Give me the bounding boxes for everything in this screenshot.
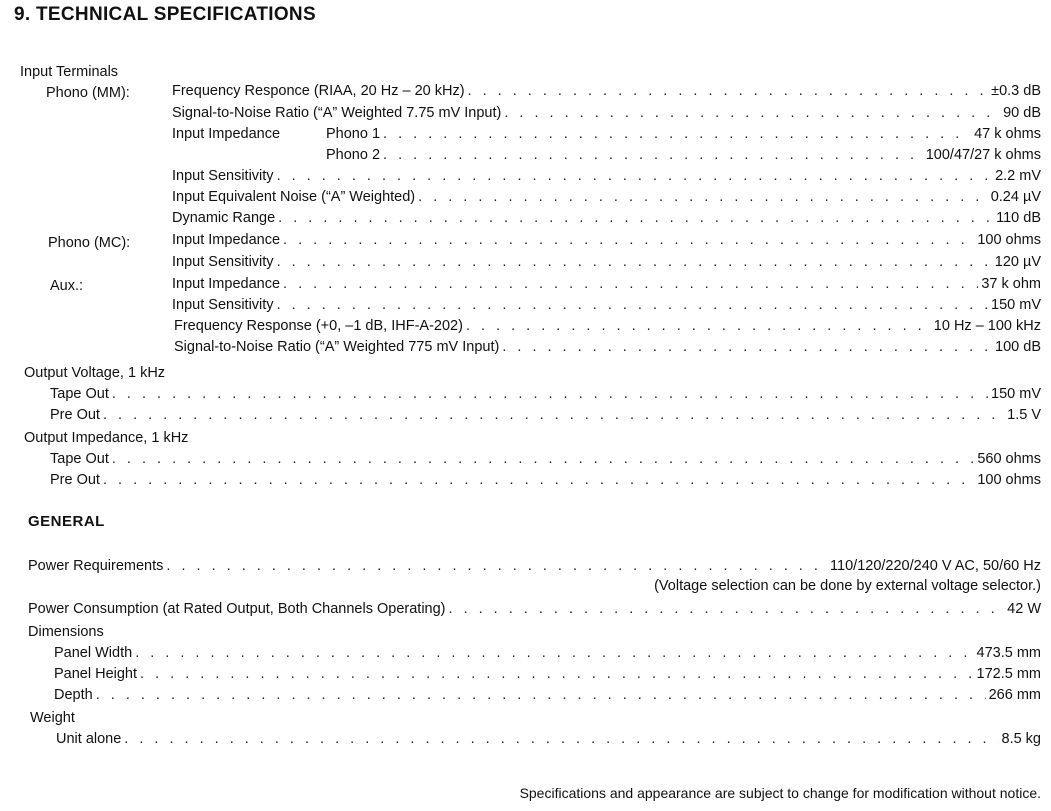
spec-value: 110 dB bbox=[996, 210, 1041, 226]
voltage-note: (Voltage selection can be done by external voltage selector.) bbox=[654, 578, 1041, 594]
dot-leader bbox=[283, 230, 974, 250]
spec-label: Input Impedance bbox=[172, 276, 281, 292]
general-heading: GENERAL bbox=[28, 513, 105, 530]
spec-value: 266 mm bbox=[988, 687, 1041, 703]
spec-row bbox=[172, 81, 1041, 101]
footnote: Specifications and appearance are subject to change for modification without notice. bbox=[519, 785, 1041, 801]
spec-label: Pre Out bbox=[50, 472, 100, 488]
spec-label: Input Sensitivity bbox=[172, 297, 274, 313]
spec-value: 90 dB bbox=[1003, 105, 1041, 121]
spec-label: Signal-to-Noise Ratio (“A” Weighted 7.75 mV Input) bbox=[172, 105, 502, 121]
spec-label: Frequency Responce (RIAA, 20 Hz – 20 kHz) bbox=[172, 83, 465, 99]
spec-label: Panel Width bbox=[54, 645, 133, 661]
spec-label: Power Requirements bbox=[28, 558, 164, 574]
spec-value: 47 k ohms bbox=[974, 126, 1041, 142]
spec-label: Unit alone bbox=[56, 731, 122, 747]
spec-label: Depth bbox=[54, 687, 93, 703]
dot-leader bbox=[449, 599, 1005, 619]
spec-row bbox=[56, 729, 1041, 749]
spec-row bbox=[326, 145, 1041, 165]
dimensions-heading: Dimensions bbox=[28, 624, 104, 640]
dot-leader bbox=[112, 384, 988, 404]
dot-leader bbox=[504, 103, 1000, 123]
spec-row bbox=[172, 187, 1041, 207]
spec-row bbox=[172, 252, 1041, 272]
spec-row bbox=[50, 449, 1041, 469]
dot-leader bbox=[466, 316, 931, 336]
spec-row bbox=[174, 337, 1041, 357]
spec-value: 100/47/27 k ohms bbox=[925, 147, 1041, 163]
spec-row bbox=[54, 643, 1041, 663]
spec-label: Pre Out bbox=[50, 407, 100, 423]
spec-value: 110/120/220/240 V AC, 50/60 Hz bbox=[830, 558, 1041, 574]
spec-row bbox=[172, 166, 1041, 186]
spec-label: Input Impedance bbox=[172, 232, 281, 248]
spec-row bbox=[172, 103, 1041, 123]
spec-value: 150 mV bbox=[991, 386, 1041, 402]
spec-value: 42 W bbox=[1007, 601, 1041, 617]
dot-leader bbox=[135, 643, 973, 663]
dot-leader bbox=[277, 166, 993, 186]
input-terminals-heading: Input Terminals bbox=[20, 64, 119, 80]
spec-label: Power Consumption (at Rated Output, Both Channels Operating) bbox=[28, 601, 446, 617]
spec-row bbox=[172, 208, 1041, 228]
output-voltage-heading: Output Voltage, 1 kHz bbox=[24, 365, 166, 381]
aux-label: Aux.: bbox=[50, 278, 84, 294]
spec-row bbox=[28, 599, 1041, 619]
dot-leader bbox=[166, 556, 827, 576]
spec-label: Signal-to-Noise Ratio (“A” Weighted 775 mV Input) bbox=[174, 339, 500, 355]
spec-row bbox=[172, 230, 1041, 250]
spec-row bbox=[172, 274, 1041, 294]
spec-row bbox=[54, 664, 1041, 684]
spec-sublabel: Phono 1 bbox=[326, 126, 381, 142]
dot-leader bbox=[502, 337, 992, 357]
dot-leader bbox=[383, 145, 923, 165]
spec-row bbox=[326, 124, 1041, 144]
spec-value: 0.24 µV bbox=[990, 189, 1041, 205]
dot-leader bbox=[124, 729, 998, 749]
spec-value: 100 dB bbox=[995, 339, 1041, 355]
spec-value: 473.5 mm bbox=[976, 645, 1041, 661]
spec-value: 2.2 mV bbox=[995, 168, 1041, 184]
spec-row bbox=[174, 316, 1041, 336]
spec-label-input-impedance: Input Impedance bbox=[172, 126, 281, 142]
phono-mc-label: Phono (MC): bbox=[48, 235, 131, 251]
spec-label: Tape Out bbox=[50, 451, 109, 467]
dot-leader bbox=[383, 124, 971, 144]
spec-value: 100 ohms bbox=[977, 232, 1041, 248]
spec-value: 120 µV bbox=[994, 254, 1041, 270]
dot-leader bbox=[277, 295, 988, 315]
spec-label: Frequency Response (+0, –1 dB, IHF-A-202) bbox=[174, 318, 463, 334]
dot-leader bbox=[96, 685, 986, 705]
spec-value: 150 mV bbox=[991, 297, 1041, 313]
dot-leader bbox=[103, 405, 1004, 425]
dot-leader bbox=[140, 664, 973, 684]
spec-value: ±0.3 dB bbox=[991, 83, 1041, 99]
spec-row bbox=[28, 556, 1041, 576]
spec-value: 8.5 kg bbox=[1001, 731, 1041, 747]
spec-sublabel: Phono 2 bbox=[326, 147, 381, 163]
dot-leader bbox=[418, 187, 988, 207]
spec-label: Dynamic Range bbox=[172, 210, 276, 226]
page-title: 9. TECHNICAL SPECIFICATIONS bbox=[14, 4, 316, 25]
dot-leader bbox=[112, 449, 974, 469]
dot-leader bbox=[468, 81, 989, 101]
dot-leader bbox=[277, 252, 992, 272]
spec-label: Panel Height bbox=[54, 666, 138, 682]
dot-leader bbox=[278, 208, 993, 228]
spec-value: 37 k ohm bbox=[981, 276, 1041, 292]
spec-label: Input Sensitivity bbox=[172, 254, 274, 270]
spec-value: 560 ohms bbox=[977, 451, 1041, 467]
spec-row bbox=[50, 405, 1041, 425]
spec-value: 100 ohms bbox=[977, 472, 1041, 488]
spec-value: 172.5 mm bbox=[976, 666, 1041, 682]
weight-heading: Weight bbox=[30, 710, 75, 726]
spec-label: Tape Out bbox=[50, 386, 109, 402]
dot-leader bbox=[283, 274, 978, 294]
phono-mm-label: Phono (MM): bbox=[46, 85, 130, 101]
spec-label: Input Sensitivity bbox=[172, 168, 274, 184]
output-impedance-heading: Output Impedance, 1 kHz bbox=[24, 430, 189, 446]
spec-value: 1.5 V bbox=[1007, 407, 1041, 423]
spec-value: 10 Hz – 100 kHz bbox=[933, 318, 1041, 334]
dot-leader bbox=[103, 470, 974, 490]
spec-label: Input Equivalent Noise (“A” Weighted) bbox=[172, 189, 416, 205]
spec-row bbox=[172, 295, 1041, 315]
spec-row bbox=[54, 685, 1041, 705]
spec-row bbox=[50, 470, 1041, 490]
spec-row bbox=[50, 384, 1041, 404]
